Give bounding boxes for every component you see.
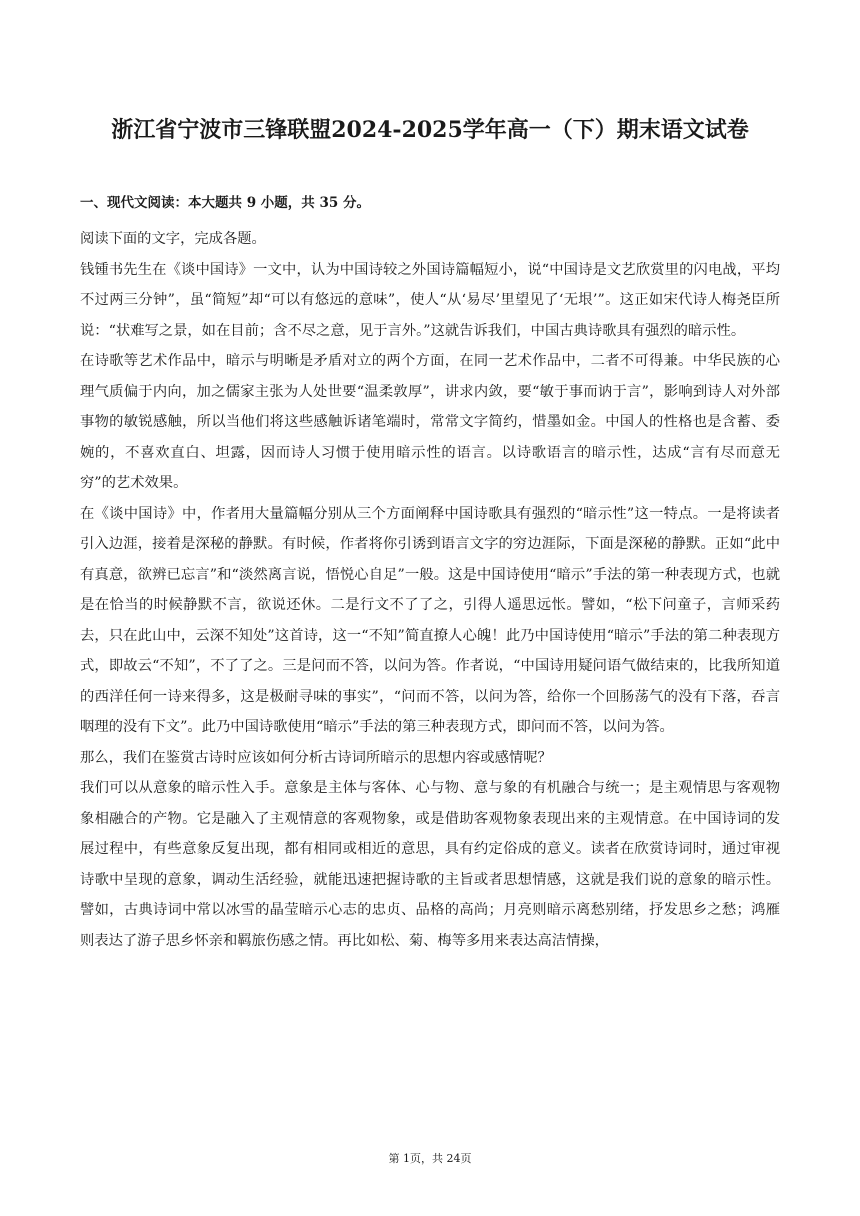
document-title: 浙江省宁波市三锋联盟2024-2025学年高一（下）期末语文试卷 xyxy=(111,117,749,143)
paragraph-2: 在诗歌等艺术作品中，暗示与明晰是矛盾对立的两个方面，在同一艺术作品中，二者不可得兼。中华民族的心理气质偏于内向，加之儒家主张为人处世要“温柔敦厚”，讲求内敛，要“敏于事而讷于言”，影响到诗人对外部事物的敏锐感触，所以当他们将这些感触诉诸笔端时，常常文字简约，惜墨如金。中国人的性格也是含蓄、委婉的，不喜欢直白、坦露，因而诗人习惯于使用暗示性的语言。以诗歌语言的暗示性，达成“言有尽而意无穷”的艺术效果。 xyxy=(80,353,780,491)
paragraph-5: 我们可以从意象的暗示性入手。意象是主体与客体、心与物、意与象的有机融合与统一；是主观情思与客观物象相融合的产物。它是融入了主观情意的客观物象，或是借助客观物象表现出来的主观情意。在中国诗词的发展过程中，有些意象反复出现，都有相同或相近的意思，具有约定俗成的意义。读者在欣赏诗词时，通过审视诗歌中呈现的意象，调动生活经验，就能迅速把握诗歌的主旨或者思想情感，这就是我们说的意象的暗示性。譬如，古典诗词中常以冰雪的晶莹暗示心志的忠贞、品格的高尚；月亮则暗示离愁别绪，抒发思乡之愁；鸿雁则表达了游子思乡怀亲和羁旅伤感之情。再比如松、菊、梅等多用来表达高洁情操， xyxy=(80,780,780,949)
page-footer: 第 1页，共 24页 xyxy=(388,1152,472,1165)
section-heading: 一、现代文阅读：本大题共 9 小题，共 35 分。 xyxy=(80,195,370,211)
body-text xyxy=(80,224,780,956)
paragraph-4: 那么，我们在鉴赏古诗时应该如何分析古诗词所暗示的思想内容或感情呢？ xyxy=(80,749,552,766)
paragraph-3: 在《谈中国诗》中，作者用大量篇幅分别从三个方面阐释中国诗歌具有强烈的“暗示性”这一特点。一是将读者引入边涯，接着是深秘的静默。有时候，作者将你引诱到语言文字的穷边涯际，下面是深秘的静默。正如“此中有真意，欲辨已忘言”和“淡然离言说，悟悦心自足”一般。这是中国诗使用“暗示”手法的第一种表现方式，也就是在恰当的时候静默不言，欲说还休。二是行文不了了之，引得人遥思远怅。譬如，“松下问童子，言师采药去，只在此山中，云深不知处”这首诗，这一“不知”简直撩人心魄！此乃中国诗使用“暗示”手法的第二种表现方式，即故云“不知”，不了了之。三是问而不答，以问为答。作者说，“中国诗用疑问语气做结束的，比我所知道的西洋任何一诗来得多，这是极耐寻味的事实”，“问而不答，以问为答，给你一个回肠荡气的没有下落，吞言咽理的没有下文”。此乃中国诗歌使用“暗示”手法的第三种表现方式，即问而不答，以问为答。 xyxy=(80,505,780,735)
instruction-text: 阅读下面的文字，完成各题。 xyxy=(80,231,266,247)
paragraph-1: 钱锺书先生在《谈中国诗》一文中，认为中国诗较之外国诗篇幅短小，说“中国诗是文艺欣赏里的闪电战，平均不过两三分钟”，虽“简短”却“可以有悠远的意味”，使人“从‘易尽’里望见了‘无垠’”。这正如宋代诗人梅尧臣所说：“状难写之景，如在目前；含不尽之意，见于言外。”这就告诉我们，中国古典诗歌具有强烈的暗示性。 xyxy=(80,261,780,339)
